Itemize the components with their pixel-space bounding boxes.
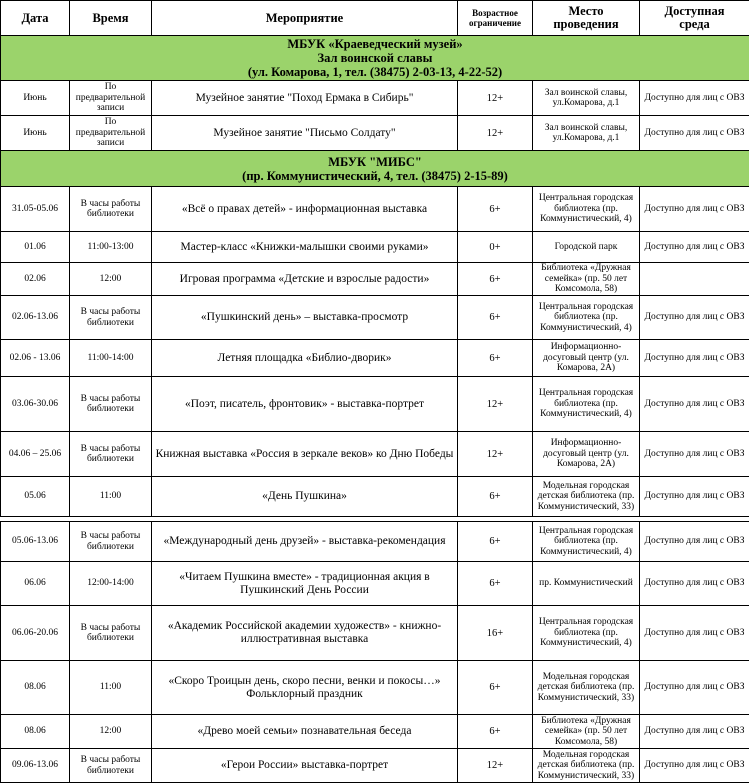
event-cell: «Читаем Пушкина вместе» - традиционная акция в Пушкинский День России (152, 562, 458, 606)
header-event: Мероприятие (152, 1, 458, 36)
time-cell: 12:00 (70, 715, 152, 749)
time-cell: 11:00 (70, 661, 152, 715)
header-date: Дата (1, 1, 70, 36)
date-cell: 06.06-20.06 (1, 606, 70, 661)
header-place: Место проведения (533, 1, 640, 36)
age-limit-cell: 6+ (458, 715, 533, 749)
accessibility-cell: Доступно для лиц с ОВЗ (640, 432, 749, 477)
org-hall: Зал воинской славы (317, 51, 433, 65)
venue-cell: Центральная городская библиотека (пр. Коммунистический, 4) (533, 187, 640, 232)
venue-cell: пр. Коммунистический (533, 562, 640, 606)
events-table-continued (0, 521, 749, 783)
venue-cell: Модельная городская детская библиотека (пр. Коммунистический, 33) (533, 749, 640, 783)
venue-cell: Центральная городская библиотека (пр. Коммунистический, 4) (533, 606, 640, 661)
accessibility-cell: Доступно для лиц с ОВЗ (640, 522, 749, 562)
time-cell: 11:00-13:00 (70, 232, 152, 263)
time-cell: В часы работы библиотеки (70, 606, 152, 661)
org-address: (пр. Коммунистический, 4, тел. (38475) 2-15-89) (242, 168, 508, 183)
event-cell: «Герои России» выставка-портрет (152, 749, 458, 783)
event-cell: Музейное занятие "Письмо Солдату" (152, 116, 458, 151)
accessibility-cell: Доступно для лиц с ОВЗ (640, 116, 749, 151)
venue-cell: Центральная городская библиотека (пр. Коммунистический, 4) (533, 522, 640, 562)
accessibility-cell: Доступно для лиц с ОВЗ (640, 749, 749, 783)
date-cell: 08.06 (1, 661, 70, 715)
date-cell: 31.05-05.06 (1, 187, 70, 232)
age-limit-cell: 12+ (458, 749, 533, 783)
table-row (1, 562, 749, 606)
event-cell: Мастер-класс «Книжки-малышки своими руками» (152, 232, 458, 263)
venue-cell: Центральная городская библиотека (пр. Коммунистический, 4) (533, 296, 640, 340)
date-cell: 02.06 (1, 263, 70, 296)
event-cell: «Поэт, писатель, фронтовик» - выставка-портрет (152, 377, 458, 432)
table-row (1, 377, 749, 432)
table-row (1, 116, 749, 151)
header-age: Возрастное ограничение (458, 1, 533, 36)
table-row (1, 661, 749, 715)
date-cell: 05.06-13.06 (1, 522, 70, 562)
venue-cell: Зал воинской славы, ул.Комарова, д.1 (533, 81, 640, 116)
event-cell: «Пушкинский день» – выставка-просмотр (152, 296, 458, 340)
org-header-cell (1, 151, 749, 187)
accessibility-cell (640, 263, 749, 296)
age-limit-cell: 6+ (458, 477, 533, 517)
event-cell: Игровая программа «Детские и взрослые радости» (152, 263, 458, 296)
accessibility-cell: Доступно для лиц с ОВЗ (640, 187, 749, 232)
accessibility-cell: Доступно для лиц с ОВЗ (640, 715, 749, 749)
table-row (1, 606, 749, 661)
accessibility-cell: Доступно для лиц с ОВЗ (640, 340, 749, 377)
venue-cell: Городской парк (533, 232, 640, 263)
age-limit-cell: 6+ (458, 340, 533, 377)
event-cell: «Древо моей семьи» познавательная беседа (152, 715, 458, 749)
accessibility-cell: Доступно для лиц с ОВЗ (640, 377, 749, 432)
accessibility-cell: Доступно для лиц с ОВЗ (640, 562, 749, 606)
table-row (1, 187, 749, 232)
date-cell: Июнь (1, 116, 70, 151)
date-cell: Июнь (1, 81, 70, 116)
accessibility-cell: Доступно для лиц с ОВЗ (640, 296, 749, 340)
time-cell: 11:00-14:00 (70, 340, 152, 377)
header-access: Доступная среда (640, 1, 749, 36)
event-cell: «Академик Российской академии художеств» - книжно-иллюстративная выставка (152, 606, 458, 661)
table-row (1, 522, 749, 562)
date-cell: 08.06 (1, 715, 70, 749)
date-cell: 06.06 (1, 562, 70, 606)
age-limit-cell: 6+ (458, 296, 533, 340)
org-address: (ул. Комарова, 1, тел. (38475) 2-03-13, 4-22-52) (247, 65, 503, 79)
table-row (1, 81, 749, 116)
date-cell: 01.06 (1, 232, 70, 263)
venue-cell: Библиотека «Дружная семейка» (пр. 50 лет Комсомола, 58) (533, 263, 640, 296)
time-cell: 12:00-14:00 (70, 562, 152, 606)
venue-cell: Центральная городская библиотека (пр. Коммунистический, 4) (533, 377, 640, 432)
age-limit-cell: 6+ (458, 661, 533, 715)
header-time: Время (70, 1, 152, 36)
venue-cell: Информационно-досуговый центр (ул. Комарова, 2А) (533, 432, 640, 477)
age-limit-cell: 0+ (458, 232, 533, 263)
age-limit-cell: 6+ (458, 263, 533, 296)
date-cell: 04.06 – 25.06 (1, 432, 70, 477)
time-cell: 12:00 (70, 263, 152, 296)
table-row (1, 715, 749, 749)
table-row (1, 749, 749, 783)
header-row (1, 1, 749, 36)
accessibility-cell: Доступно для лиц с ОВЗ (640, 661, 749, 715)
venue-cell: Модельная городская детская библиотека (пр. Коммунистический, 33) (533, 661, 640, 715)
org-header-museum (1, 36, 749, 81)
venue-cell: Зал воинской славы, ул.Комарова, д.1 (533, 116, 640, 151)
age-limit-cell: 16+ (458, 606, 533, 661)
event-cell: Летняя площадка «Библио-дворик» (152, 340, 458, 377)
age-limit-cell: 6+ (458, 187, 533, 232)
age-limit-cell: 12+ (458, 116, 533, 151)
table-row (1, 232, 749, 263)
org-name: МБУК "МИБС" (328, 154, 422, 169)
event-cell: Книжная выставка «Россия в зеркале веков» ко Дню Победы (152, 432, 458, 477)
org-header-library (1, 151, 749, 187)
accessibility-cell: Доступно для лиц с ОВЗ (640, 606, 749, 661)
time-cell: В часы работы библиотеки (70, 377, 152, 432)
event-cell: Музейное занятие "Поход Ермака в Сибирь" (152, 81, 458, 116)
date-cell: 02.06 - 13.06 (1, 340, 70, 377)
time-cell: В часы работы библиотеки (70, 522, 152, 562)
accessibility-cell: Доступно для лиц с ОВЗ (640, 81, 749, 116)
time-cell: В часы работы библиотеки (70, 296, 152, 340)
event-cell: «Скоро Троицын день, скоро песни, венки и покосы…» Фольклорный праздник (152, 661, 458, 715)
table-row (1, 340, 749, 377)
time-cell: По предварительной записи (70, 81, 152, 116)
venue-cell: Информационно-досуговый центр (ул. Комарова, 2А) (533, 340, 640, 377)
time-cell: В часы работы библиотеки (70, 187, 152, 232)
accessibility-cell: Доступно для лиц с ОВЗ (640, 477, 749, 517)
age-limit-cell: 6+ (458, 562, 533, 606)
time-cell: 11:00 (70, 477, 152, 517)
time-cell: В часы работы библиотеки (70, 432, 152, 477)
accessibility-cell: Доступно для лиц с ОВЗ (640, 232, 749, 263)
date-cell: 09.06-13.06 (1, 749, 70, 783)
date-cell: 02.06-13.06 (1, 296, 70, 340)
table-row (1, 477, 749, 517)
event-cell: «Всё о правах детей» - информационная выставка (152, 187, 458, 232)
org-header-cell (1, 36, 749, 81)
event-cell: «Международный день друзей» - выставка-рекомендация (152, 522, 458, 562)
event-cell: «День Пушкина» (152, 477, 458, 517)
time-cell: В часы работы библиотеки (70, 749, 152, 783)
age-limit-cell: 12+ (458, 377, 533, 432)
table-row (1, 432, 749, 477)
table-row (1, 263, 749, 296)
date-cell: 05.06 (1, 477, 70, 517)
age-limit-cell: 12+ (458, 81, 533, 116)
time-cell: По предварительной записи (70, 116, 152, 151)
table-row (1, 296, 749, 340)
venue-cell: Модельная городская детская библиотека (пр. Коммунистический, 33) (533, 477, 640, 517)
date-cell: 03.06-30.06 (1, 377, 70, 432)
age-limit-cell: 6+ (458, 522, 533, 562)
org-name: МБУК «Краеведческий музей» (287, 37, 463, 51)
venue-cell: Библиотека «Дружная семейка» (пр. 50 лет Комсомола, 58) (533, 715, 640, 749)
age-limit-cell: 12+ (458, 432, 533, 477)
